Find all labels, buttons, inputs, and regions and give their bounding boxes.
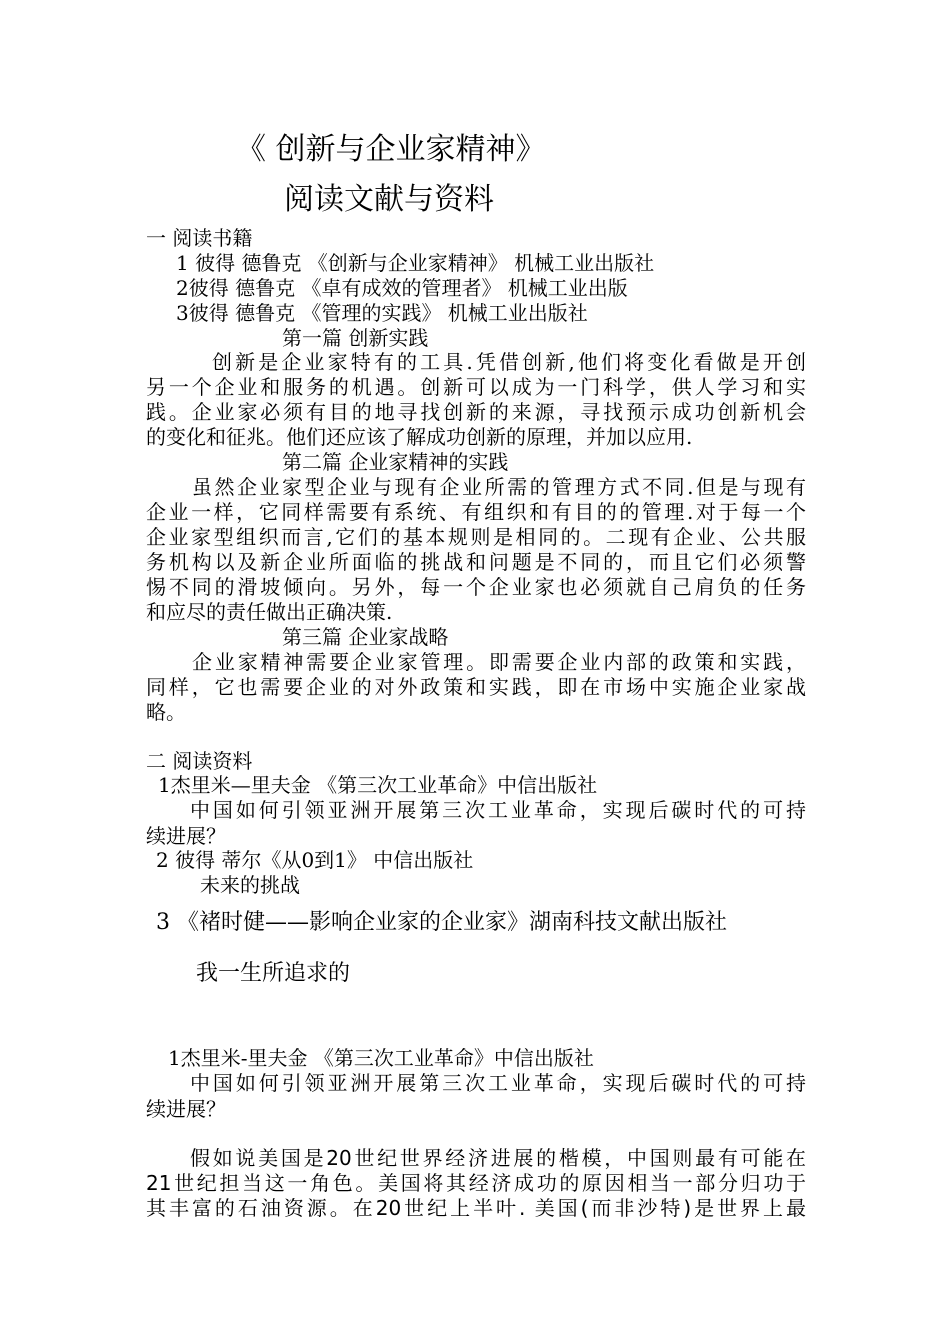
- chapter-paragraph-line: 创新是企业家特有的工具.凭借创新,他们将变化看做是开创: [212, 350, 806, 374]
- chapter-paragraph-line: 虽然企业家型企业与现有企业所需的管理方式不同.但是与现有: [192, 475, 806, 499]
- section-heading-materials: 二 阅读资料: [146, 749, 253, 773]
- section-heading-books: 一 阅读书籍: [146, 226, 253, 250]
- material-item-desc: 续进展？: [146, 1097, 226, 1121]
- material-item-desc: 中国如何引领亚洲开展第三次工业革命，实现后碳时代的可持: [190, 798, 806, 822]
- chapter-paragraph-line: 践。企业家必须有目的地寻找创新的来源，寻找预示成功创新机会: [146, 400, 806, 424]
- material-item-title: 3 《褚时健——影响企业家的企业家》湖南科技文献出版社: [156, 910, 727, 935]
- material-item-title: 2 彼得 蒂尔《从0到1》 中信出版社: [156, 848, 474, 872]
- chapter-paragraph-line: 企业家精神需要企业家管理。即需要企业内部的政策和实践，: [192, 650, 806, 674]
- chapter-paragraph-line: 的变化和征兆。他们还应该了解成功创新的原理，并加以应用.: [146, 425, 693, 449]
- chapter-paragraph-line: 务机构以及新企业所面临的挑战和问题是不同的，而且它们必须警: [146, 550, 806, 574]
- chapter-title: 第三篇 企业家战略: [282, 625, 449, 649]
- chapter-paragraph-line: 同样，它也需要企业的对外政策和实践，即在市场中实施企业家战: [146, 675, 806, 699]
- chapter-paragraph-line: 和应尽的责任做出正确决策.: [146, 600, 393, 624]
- chapter-title: 第二篇 企业家精神的实践: [282, 450, 509, 474]
- book-item: 1 彼得 德鲁克 《创新与企业家精神》 机械工业出版社: [176, 251, 655, 275]
- body-paragraph-line: 21世纪担当这一角色。美国将其经济成功的原因相当一部分归功于: [146, 1171, 806, 1195]
- material-item-desc: 未来的挑战: [200, 873, 300, 897]
- body-paragraph-line: 其丰富的石油资源。在20世纪上半叶. 美国(而非沙特)是世界上最: [146, 1196, 806, 1220]
- body-paragraph-line: 假如说美国是20世纪世界经济进展的楷模，中国则最有可能在: [190, 1146, 806, 1170]
- book-item: 2彼得 德鲁克 《卓有成效的管理者》 机械工业出版: [176, 276, 628, 300]
- chapter-paragraph-line: 惕不同的滑坡倾向。另外，每一个企业家也必须就自己肩负的任务: [146, 575, 806, 599]
- chapter-paragraph-line: 略。: [146, 700, 186, 724]
- document-subtitle: 阅读文献与资料: [284, 182, 494, 217]
- material-item-desc: 续进展？: [146, 824, 226, 848]
- material-item-title: 1杰里米-里夫金 《第三次工业革命》中信出版社: [168, 1046, 594, 1070]
- document-title: 《 创新与企业家精神》: [236, 132, 546, 167]
- chapter-title: 第一篇 创新实践: [282, 326, 429, 350]
- material-item-desc: 我一生所追求的: [196, 961, 351, 986]
- chapter-paragraph-line: 另一个企业和服务的机遇。创新可以成为一门科学，供人学习和实: [146, 375, 806, 399]
- material-item-title: 1杰里米—里夫金 《第三次工业革命》中信出版社: [158, 773, 598, 797]
- chapter-paragraph-line: 企业家型组织而言,它们的基本规则是相同的。二现有企业、公共服: [146, 525, 806, 549]
- book-item: 3彼得 德鲁克 《管理的实践》 机械工业出版社: [176, 301, 588, 325]
- material-item-desc: 中国如何引领亚洲开展第三次工业革命，实现后碳时代的可持: [190, 1071, 806, 1095]
- chapter-paragraph-line: 企业一样，它同样需要有系统、有组织和有目的的管理.对于每一个: [146, 500, 806, 524]
